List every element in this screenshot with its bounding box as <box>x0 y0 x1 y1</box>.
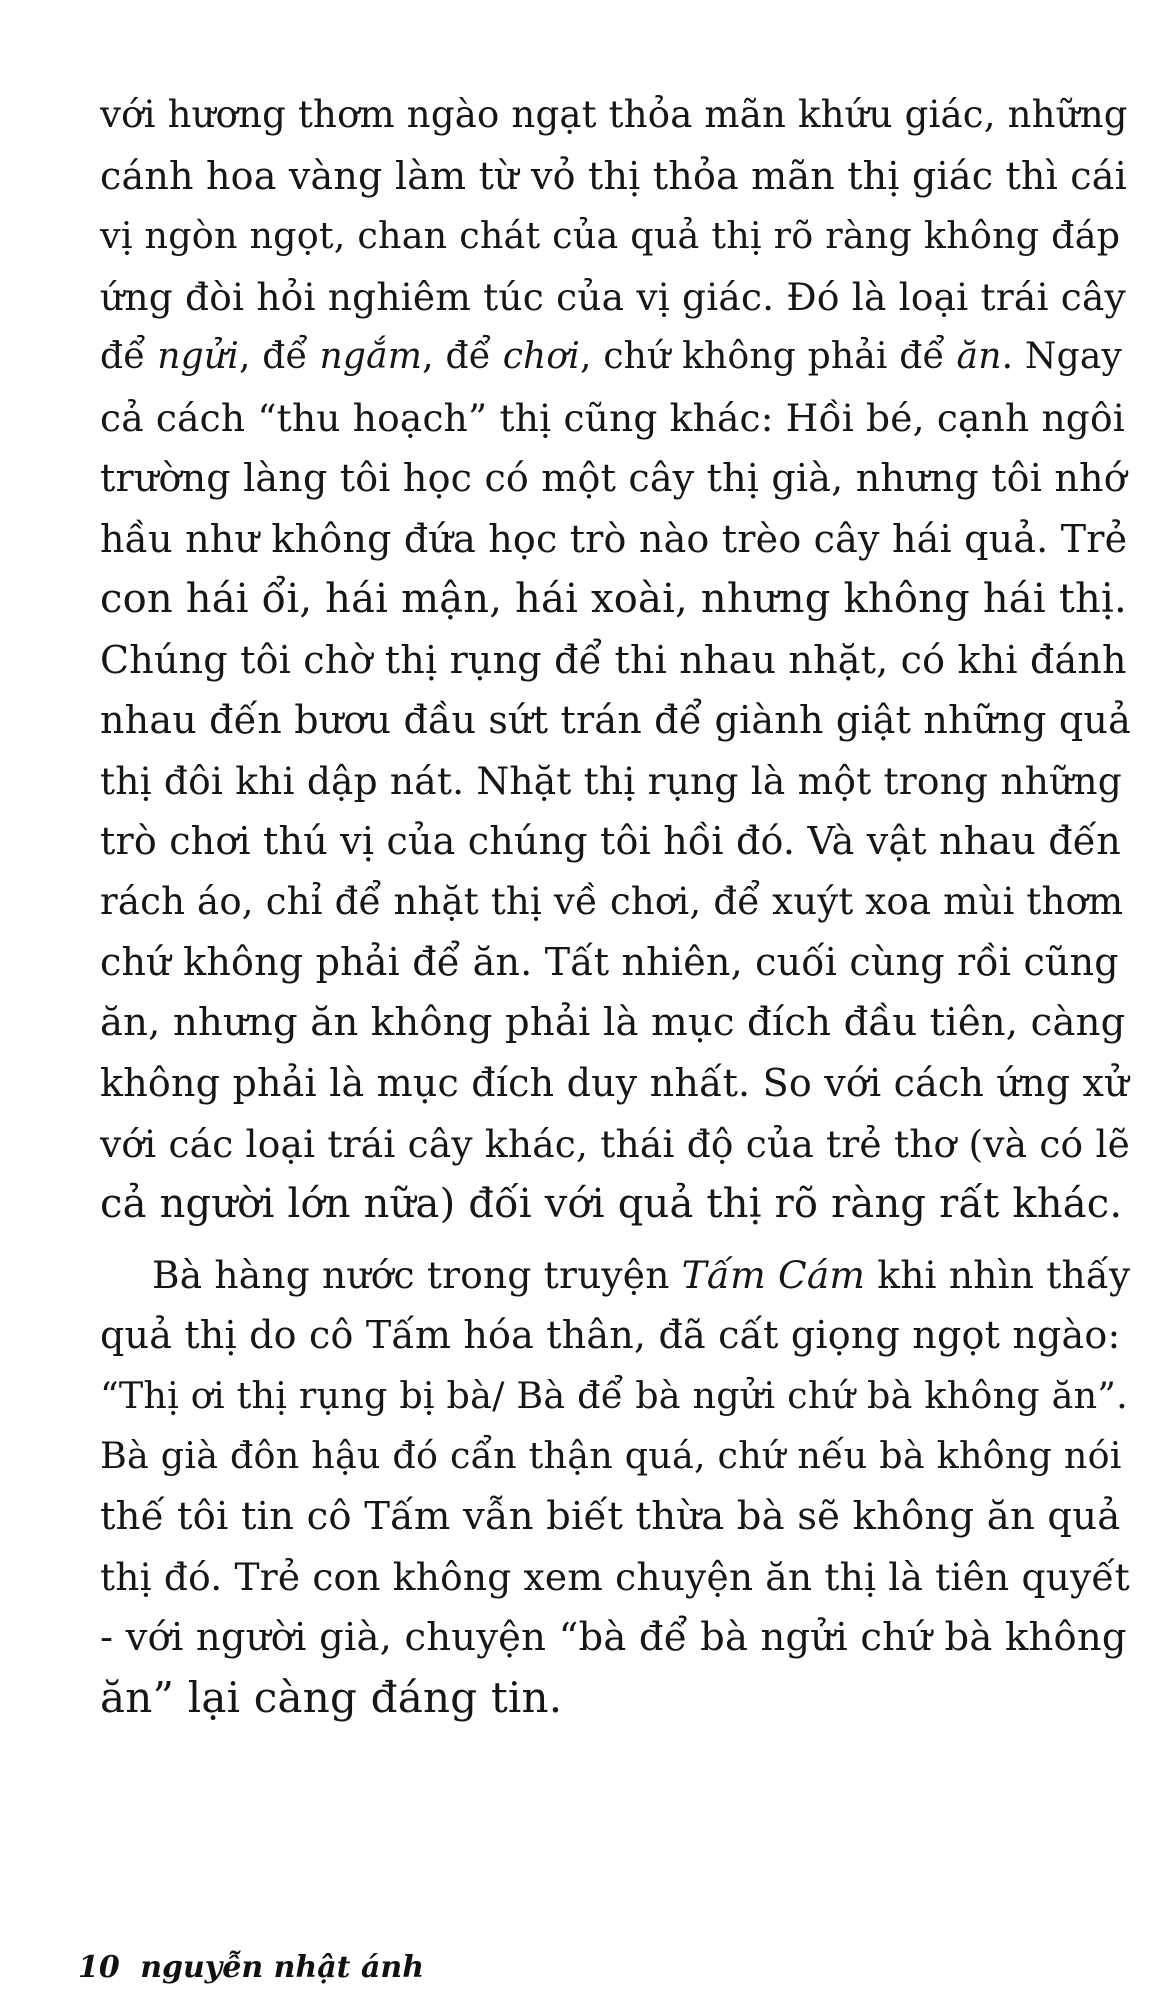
text-run: . Ngay <box>1001 336 1123 377</box>
text-line: “Thị ơi thị rụng bị bà/ Bà để bà ngửi chứ bà không ăn”. <box>100 1373 1128 1417</box>
text-line: ứng đòi hỏi nghiêm túc của vị giác. Đó là loại trái cây <box>100 274 1126 319</box>
text-line: rách áo, chỉ để nhặt thị về chơi, để xuýt xoa mùi thơm <box>100 879 1124 923</box>
text-line: - với người già, chuyện “bà để bà ngửi chứ bà không <box>100 1614 1127 1660</box>
text-line: thị đôi khi dập nát. Nhặt thị rụng là một trong những <box>100 758 1122 803</box>
text-run: để <box>100 336 158 377</box>
text-line: thế tôi tin cô Tấm vẫn biết thừa bà sẽ không ăn quả <box>100 1493 1121 1539</box>
text-line: ăn” lại càng đáng tin. <box>100 1673 563 1722</box>
text-run: , để <box>422 336 503 377</box>
italic-word: ăn <box>956 336 1002 377</box>
text-line: trường làng tôi học có một cây thị già, nhưng tôi nhớ <box>100 456 1127 500</box>
text-line <box>100 327 1130 388</box>
text-line: quả thị do cô Tấm hóa thân, đã cất giọng ngọt ngào: <box>100 1313 1121 1357</box>
italic-title: Tấm Cám <box>681 1252 866 1297</box>
text-run: Bà hàng nước trong truyện <box>152 1252 682 1297</box>
page-footer <box>78 1950 424 1985</box>
text-line: chứ không phải để ăn. Tất nhiên, cuối cùng rồi cũng <box>100 940 1119 984</box>
text-line: thị đó. Trẻ con không xem chuyện ăn thị là tiên quyết <box>100 1555 1130 1599</box>
text-line: hầu như không đứa học trò nào trèo cây hái quả. Trẻ <box>100 516 1128 561</box>
text-run: khi nhìn thấy <box>865 1252 1131 1297</box>
page-number: 10 <box>78 1950 120 1985</box>
text-line: Chúng tôi chờ thị rụng để thi nhau nhặt, có khi đánh <box>100 637 1127 682</box>
text-line: với hương thơm ngào ngạt thỏa mãn khứu giác, những <box>100 93 1128 136</box>
author-name: nguyễn nhật ánh <box>140 1950 425 1985</box>
text-line: vị ngòn ngọt, chan chát của quả thị rõ ràng không đáp <box>100 214 1121 257</box>
text-line: ăn, nhưng ăn không phải là mục đích đầu tiên, càng <box>100 999 1126 1045</box>
text-line: cả người lớn nữa) đối với quả thị rõ ràng rất khác. <box>100 1181 1123 1227</box>
text-line: Bà già đôn hậu đó cẩn thận quá, chứ nếu bà không nói <box>100 1434 1122 1477</box>
italic-word: ngắm <box>319 336 423 377</box>
text-run: , chứ không phải để <box>580 336 957 377</box>
text-run: , để <box>238 336 320 377</box>
text-line: trò chơi thú vị của chúng tôi hồi đó. Và vật nhau đến <box>100 819 1121 863</box>
text-line: cánh hoa vàng làm từ vỏ thị thỏa mãn thị giác thì cái <box>100 153 1127 198</box>
italic-word: chơi <box>502 336 581 377</box>
text-line: với các loại trái cây khác, thái độ của trẻ thơ (và có lẽ <box>100 1121 1131 1166</box>
text-line: con hái ổi, hái mận, hái xoài, nhưng không hái thị. <box>100 576 1127 622</box>
italic-word: ngửi <box>157 336 239 377</box>
text-line: không phải là mục đích duy nhất. So với cách ứng xử <box>100 1061 1129 1105</box>
body-text <box>100 85 1130 1729</box>
text-line <box>100 1245 1130 1306</box>
text-line: nhau đến bươu đầu sứt trán để giành giật những quả <box>100 698 1131 742</box>
text-line: cả cách “thu hoạch” thị cũng khác: Hồi bé, cạnh ngôi <box>100 395 1125 440</box>
